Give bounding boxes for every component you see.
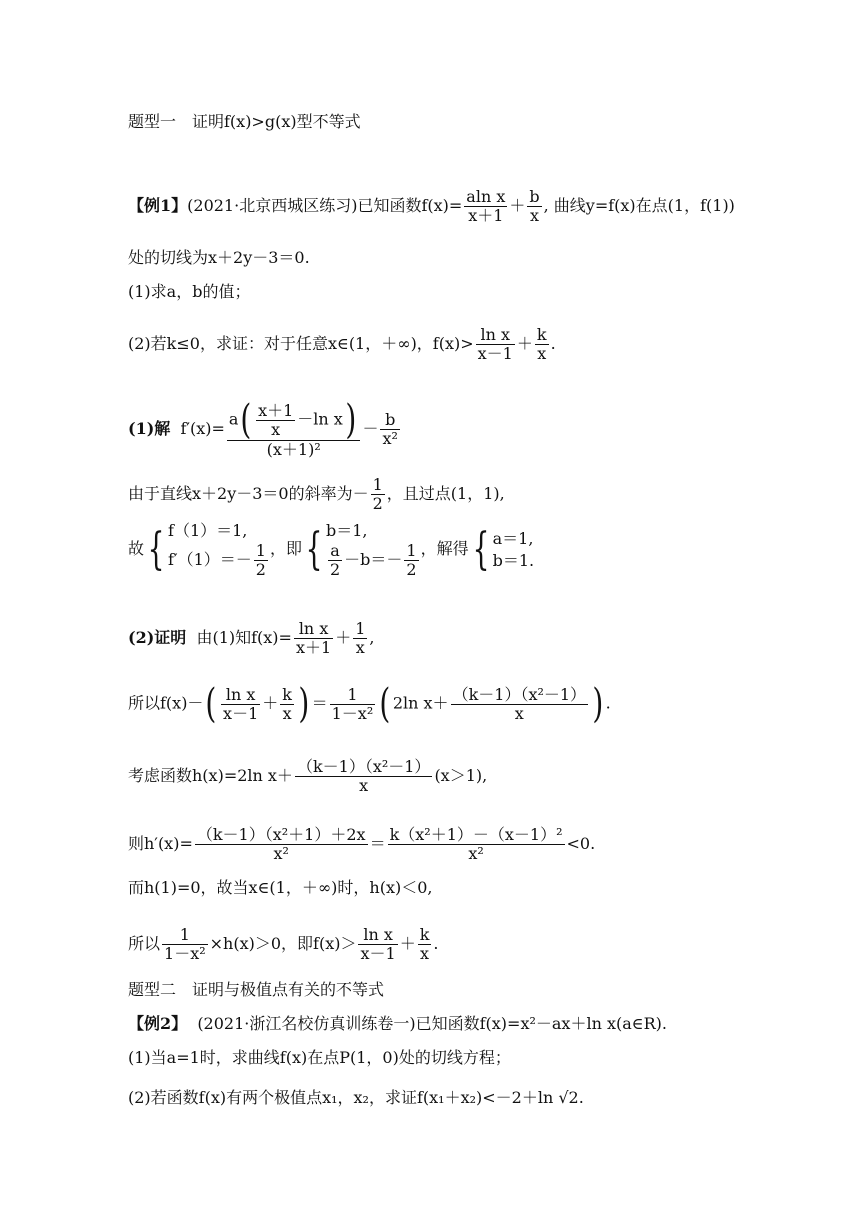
solution2-line3: 考虑函数h(x)=2ln x＋ $\frac{\text{（k－1）（x²－1）}}{x}$ (x＞1),: [128, 757, 488, 795]
fraction-alnx: $\frac{\text{aln x}}{x+1}$: [466, 187, 506, 225]
example2-stem: 【例2】 (2021·浙江名校仿真训练卷一)已知函数f(x)=x²－ax＋ln x(a∈R).: [128, 1014, 667, 1033]
section1-title: 题型一 证明f(x)>g(x)型不等式: [128, 112, 361, 131]
example2-q1: (1)当a=1时，求曲线f(x)在点P(1，0)处的切线方程；: [128, 1048, 511, 1067]
solution2-line5: 而h(1)=0，故当x∈(1，＋∞)时，h(x)＜0,: [128, 878, 433, 897]
fraction-b-over-x2: $\frac{b}{\text{x²}}$: [382, 410, 398, 448]
fraction-lnx-over-xm1: $\frac{\text{ln x}}{x-1}$: [477, 325, 513, 363]
example1-tag: 【例1】: [128, 196, 188, 215]
example1-q1: (1)求a，b的值；: [128, 282, 251, 301]
example2-tag: 【例2】: [128, 1014, 188, 1033]
stem-text: 已知函数f(x)=: [357, 196, 463, 215]
solution2-line2: 所以f(x)－( $\frac{\text{ln x}}{x-1}$ ＋ $\frac{k}{x}$ ) ＝ $\frac{1}{\text{1－x²}}$ ( 2ln x＋ $\frac{\text{（k－1）（x²－1）}}{x}$ ) .: [128, 681, 611, 727]
section2-title: 题型二 证明与极值点有关的不等式: [128, 980, 385, 999]
example1-source: (2021·北京西城区练习): [187, 196, 358, 215]
solution2-line4: 则h′(x)= $\frac{\text{（k－1）（x²＋1）＋2x}}{\text{x²}}$ ＝ $\frac{\text{k（x²＋1）－（x－1）²}}{\text{x²}}$ <0.: [128, 825, 596, 863]
stem-text-2: , 曲线y=f(x)在点(1，f(1)): [543, 196, 735, 215]
fraction-k-over-x: $\frac{k}{x}$: [536, 325, 547, 363]
example2-q2: (2)若函数f(x)有两个极值点x₁，x₂，求证f(x₁＋x₂)<－2＋ln √2.: [128, 1088, 584, 1107]
solution2-line6: 所以 $\frac{1}{\text{1－x²}}$ ×h(x)＞0，即f(x)＞ $\frac{\text{ln x}}{x-1}$ ＋ $\frac{k}{x}$ .: [128, 925, 439, 963]
fraction-one-half: $\frac{1}{2}$: [372, 475, 383, 513]
solution1-derivative: (1)解 f′(x)= a( $\frac{x+1}{x}$ －ln x) (x＋1)² － $\frac{b}{\text{x²}}$: [128, 397, 398, 459]
example1-q2: (2)若k≤0，求证：对于任意x∈(1，＋∞)，f(x)> $\frac{\text{ln x}}{x-1}$ ＋ $\frac{k}{x}$ .: [128, 325, 556, 363]
solution1-label: (1)解: [128, 419, 171, 438]
solution2-label: (2)证明: [128, 628, 187, 647]
solution1-system: 故{ f（1）＝1, f′（1）＝－ $\frac{1}{2}$ ，即{ b＝1, $\frac{a}{2}$ －b＝－ $\frac{1}{2}$ ，解得{ a＝1, b＝1.: [128, 521, 535, 579]
solution2-line1: (2)证明 由(1)知f(x)= $\frac{\text{ln x}}{x+1}$ ＋ $\frac{1}{x}$ ,: [128, 619, 375, 657]
solution1-slope: 由于直线x＋2y－3＝0的斜率为－ $\frac{1}{2}$ ，且过点(1，1),: [128, 475, 505, 513]
example2-source: (2021·浙江名校仿真训练卷一): [197, 1014, 416, 1033]
fraction-b-over-x: $\frac{b}{x}$: [529, 187, 540, 225]
example1-line2: 处的切线为x＋2y－3＝0.: [128, 248, 310, 267]
fraction-derivative: a( $\frac{x+1}{x}$ －ln x) (x＋1)²: [227, 400, 361, 459]
example1-stem: 【例1】(2021·北京西城区练习)已知函数f(x)= $\frac{\text{aln x}}{x+1}$ ＋ $\frac{b}{x}$ , 曲线y=f(x)在点(1，f(1)): [128, 187, 735, 225]
